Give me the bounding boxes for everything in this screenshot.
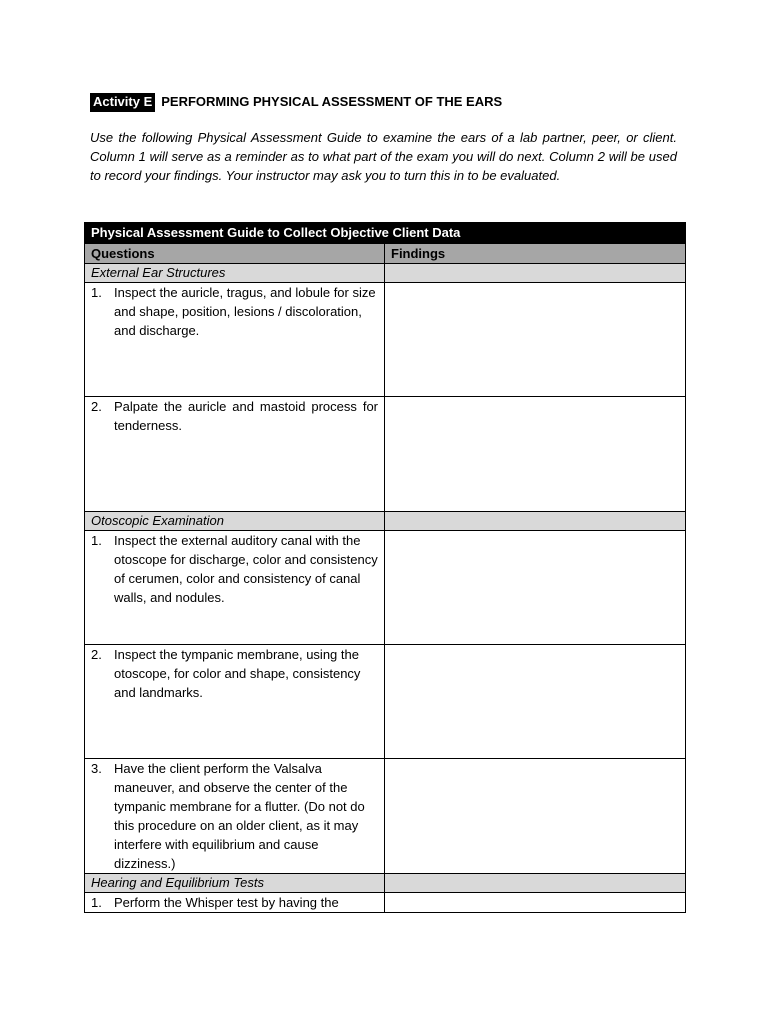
section-name: Hearing and Equilibrium Tests [85, 874, 385, 893]
question-number: 2. [91, 647, 102, 662]
question-number: 3. [91, 761, 102, 776]
table-row [85, 893, 686, 913]
question-cell [85, 397, 385, 512]
assessment-guide-table [84, 222, 686, 913]
findings-cell[interactable] [385, 283, 686, 397]
question-cell [85, 283, 385, 397]
question-text: Inspect the auricle, tragus, and lobule for size and shape, position, lesions / discoloration, and discharge. [114, 285, 376, 338]
section-name: External Ear Structures [85, 264, 385, 283]
question-text: Inspect the external auditory canal with the otoscope for discharge, color and consistency of cerumen, color and consistency of canal walls, and nodules. [114, 533, 378, 605]
findings-cell[interactable] [385, 397, 686, 512]
question-item [91, 759, 378, 873]
section-name: Otoscopic Examination [85, 512, 385, 531]
table-row [85, 531, 686, 645]
question-item [91, 283, 378, 340]
question-text: Have the client perform the Valsalva maneuver, and observe the center of the tympanic membrane for a flutter. (Do not do this procedure on an older client, as it may interfere with equilibrium and cause dizziness.) [114, 761, 365, 871]
activity-heading [90, 92, 502, 112]
table-title-row [85, 223, 686, 244]
questions-header: Questions [85, 244, 385, 264]
question-cell [85, 645, 385, 759]
table-row [85, 645, 686, 759]
findings-cell[interactable] [385, 645, 686, 759]
table-row [85, 397, 686, 512]
section-row [85, 874, 686, 893]
findings-header: Findings [385, 244, 686, 264]
section-findings-cell [385, 512, 686, 531]
question-item [91, 645, 378, 702]
table-row [85, 283, 686, 397]
section-findings-cell [385, 264, 686, 283]
activity-badge: Activity E [90, 93, 155, 112]
findings-cell[interactable] [385, 531, 686, 645]
question-cell [85, 759, 385, 874]
table-title: Physical Assessment Guide to Collect Objective Client Data [85, 223, 686, 244]
findings-cell[interactable] [385, 759, 686, 874]
question-cell [85, 531, 385, 645]
question-text: Inspect the tympanic membrane, using the otoscope, for color and shape, consistency and landmarks. [114, 647, 361, 700]
question-cell [85, 893, 385, 913]
section-row [85, 264, 686, 283]
section-row [85, 512, 686, 531]
question-number: 1. [91, 285, 102, 300]
question-number: 1. [91, 895, 102, 910]
intro-paragraph: Use the following Physical Assessment Guide to examine the ears of a lab partner, peer, or client. Column 1 will serve as a reminder as to what part of the exam you will do next. Column 2 will be used to record your findings. Your instructor may ask you to turn this in to be evaluated. [90, 130, 677, 183]
table-row [85, 759, 686, 874]
question-item [91, 531, 378, 607]
question-number: 1. [91, 533, 102, 548]
findings-cell[interactable] [385, 893, 686, 913]
question-text: Perform the Whisper test by having the [114, 895, 339, 910]
table-header-row [85, 244, 686, 264]
question-number: 2. [91, 399, 102, 414]
activity-title: PERFORMING PHYSICAL ASSESSMENT OF THE EARS [161, 94, 503, 109]
section-findings-cell [385, 874, 686, 893]
question-item [91, 893, 378, 912]
question-text: Palpate the auricle and mastoid process for tenderness. [114, 399, 378, 433]
question-item [91, 397, 378, 435]
